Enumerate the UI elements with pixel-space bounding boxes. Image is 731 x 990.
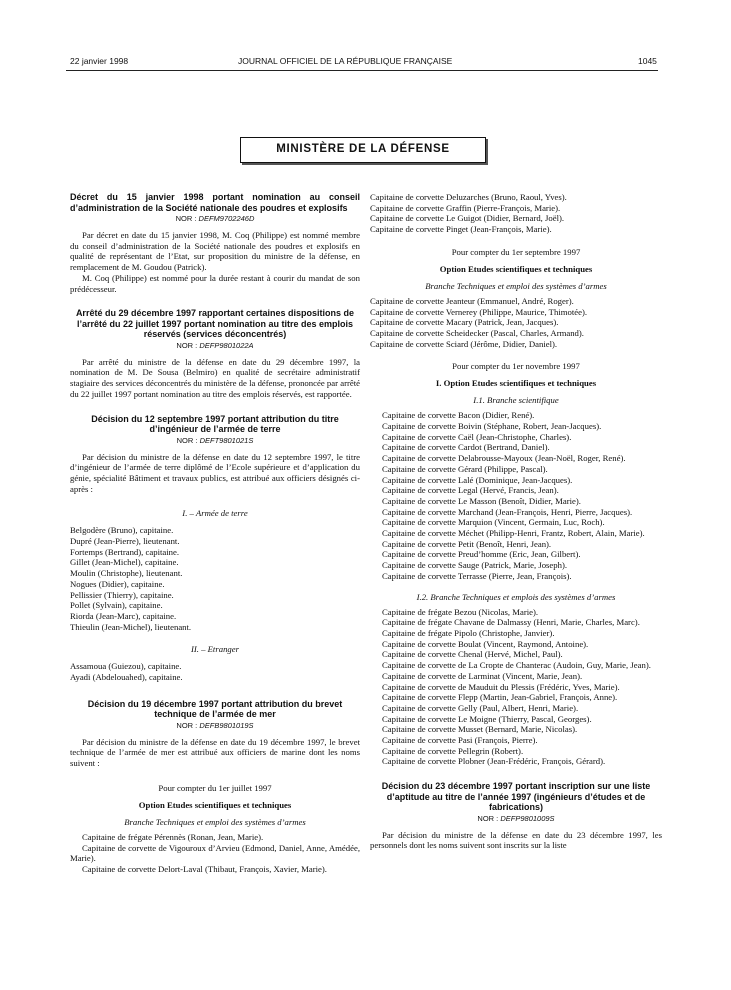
list-item: Capitaine de corvette Sauge (Patrick, Marie, Joseph). — [382, 560, 568, 571]
list-item: Capitaine de corvette Le Moigne (Thierry, Pascal, Georges). — [382, 713, 592, 724]
branch-heading: Branche Techniques et emploi des systèmes d’armes — [124, 816, 306, 827]
list-item: Moulin (Christophe), lieutenant. — [70, 568, 183, 579]
list-item: Capitaine de corvette Cardot (Bertrand, Daniel). — [382, 442, 550, 453]
nor-reference: NOR : DEFB9801019S — [176, 720, 254, 730]
effective-date: Pour compter du 1er novembre 1997 — [452, 361, 580, 372]
list-item: Capitaine de corvette Le Guigot (Didier, Bernard, Joël). — [370, 213, 565, 224]
section-heading: II. – Etranger — [190, 644, 239, 655]
list-item: Fortemps (Bertrand), capitaine. — [70, 546, 180, 557]
list-item: Riorda (Jean-Marc), capitaine. — [70, 610, 177, 621]
decree-paragraph: M. Coq (Philippe) est nommé pour la durée restant à courir du mandat de son prédécesseur. — [70, 272, 360, 294]
option-heading: Option Etudes scientifiques et techniques — [439, 263, 593, 274]
list-item: Capitaine de corvette Deluzarches (Bruno, Raoul, Yves). — [370, 192, 567, 202]
header-journal-title: JOURNAL OFFICIEL DE LA RÉPUBLIQUE FRANÇAISE — [238, 56, 453, 66]
header-date: 22 janvier 1998 — [70, 56, 129, 66]
list-item: Capitaine de corvette Boivin (Stéphane, Robert, Jean-Jacques). — [382, 421, 602, 432]
right-column — [370, 192, 662, 851]
list-item: Capitaine de corvette Scheidecker (Pascal, Charles, Armand). — [370, 327, 584, 338]
list-item: Dupré (Jean-Pierre), lieutenant. — [70, 536, 180, 547]
list-item: Capitaine de corvette Le Masson (Benoît, Didier, Marie). — [382, 495, 581, 506]
list-item: Capitaine de corvette Bacon (Didier, René). — [382, 410, 535, 421]
list-item: Capitaine de corvette Pinget (Jean-François, Marie). — [370, 224, 552, 235]
nor-reference: NOR : DEFP9801009S — [477, 813, 555, 823]
list-item: Capitaine de corvette Jeanteur (Emmanuel, André, Roger). — [370, 295, 574, 306]
list-item: Capitaine de corvette Chenal (Hervé, Michel, Paul). — [382, 649, 563, 660]
list-item: Capitaine de corvette Lalé (Dominique, Jean-Jacques). — [382, 474, 573, 485]
list-item: Capitaine de corvette Terrasse (Pierre, Jean, François). — [382, 570, 572, 581]
list-item: Capitaine de corvette Graffin (Pierre-François, Marie). — [370, 202, 561, 213]
list-item: Capitaine de corvette Petit (Benoît, Henri, Jean). — [382, 538, 552, 549]
decision-title: Décision du 12 septembre 1997 portant attribution du titre d’ingénieur de l’armée de terre — [91, 413, 339, 435]
list-item: Capitaine de corvette Delort-Laval (Thibaut, François, Xavier, Marie). — [82, 864, 327, 874]
decision-title: Décision du 19 décembre 1997 portant attribution du brevet technique de l’armée de mer — [87, 698, 343, 720]
list-item: Capitaine de corvette Méchet (Philipp-Henri, Frantz, Robert, Alain, Marie). — [382, 528, 645, 539]
effective-date: Pour compter du 1er juillet 1997 — [158, 782, 272, 793]
order-paragraph: Par arrêté du ministre de la défense en date du 29 décembre 1997, la nomination de M. De Sousa (Belmiro) en qualité de secrétaire administratif stagiaire des services déconcentrés du ministère de la défense, prononcée par arrêté du 22 juillet 1997 portant nomination au titre des emplois réservés, est rapportée. — [70, 356, 360, 399]
list-item: Capitaine de corvette Musset (Bernard, Marie, Nicolas). — [382, 724, 578, 735]
order-title: Arrêté du 29 décembre 1997 rapportant certaines dispositions de l’arrêté du 22 juillet 1997 portant nomination au titre des emplois réservés (services déconcentrés) — [75, 308, 355, 340]
list-item: Gillet (Jean-Michel), capitaine. — [70, 557, 179, 568]
list-item: Capitaine de corvette Caël (Jean-Christophe, Charles). — [382, 431, 572, 442]
list-item: Capitaine de frégate Bezou (Nicolas, Marie). — [382, 606, 539, 617]
branch-heading: I.1. Branche scientifique — [473, 395, 559, 406]
list-item: Capitaine de corvette Marchand (Jean-François, Henri, Pierre, Jacques). — [382, 506, 633, 517]
list-item: Capitaine de frégate Pipolo (Christophe, Janvier). — [382, 627, 555, 638]
decision-paragraph: Par décision du ministre de la défense en date du 12 septembre 1997, le titre d’ingénieur de l’armée de terre diplômé de l’Ecole supérieure et d’application du génie, spécialité Bâtiment et travaux publics, est attribué aux officiers désignés ci-après : — [70, 451, 360, 494]
list-item: Assamoua (Guiezou), capitaine. — [70, 661, 182, 672]
section-heading: I. – Armée de terre — [182, 508, 248, 519]
list-item: Capitaine de corvette de La Cropte de Chanterac (Audoin, Guy, Marie, Jean). — [382, 660, 651, 671]
officer-list — [70, 525, 360, 632]
list-item: Capitaine de corvette Vernerey (Philippe, Maurice, Thimotée). — [370, 306, 588, 317]
list-item: Belgodère (Bruno), capitaine. — [70, 525, 174, 536]
list-item: Capitaine de corvette Marquion (Vincent, Germain, Luc, Roch). — [382, 517, 605, 528]
list-item: Thieulin (Jean-Michel), lieutenant. — [70, 621, 192, 632]
list-item: Capitaine de corvette de Larminat (Vincent, Marie, Jean). — [382, 670, 583, 681]
left-column — [70, 192, 360, 875]
decree-title: Décret du 15 janvier 1998 portant nomination au conseil d’administration de la Société nationale des poudres et explosifs — [70, 192, 360, 213]
list-item: Capitaine de corvette Preud’homme (Eric, Jean, Gilbert). — [382, 549, 581, 560]
decree-paragraph: Par décret en date du 15 janvier 1998, M. Coq (Philippe) est nommé membre du conseil d’administration de la Société nationale des poudres et explosifs en qualité de représentant de l’Etat, sur proposition du ministre de la défense, en remplacement de M. Goudou (Patrick). — [70, 230, 360, 273]
list-item: Capitaine de corvette Pasi (François, Pierre). — [382, 735, 538, 746]
effective-date: Pour compter du 1er septembre 1997 — [451, 246, 581, 257]
list-item: Ayadi (Abdelouahed), capitaine. — [70, 672, 183, 683]
nor-reference: NOR : DEFM9702246D — [175, 214, 255, 223]
list-item: Capitaine de corvette Flepp (Martin, Jean-Gabriel, François, Anne). — [382, 692, 618, 703]
header-rule — [66, 70, 658, 71]
list-item: Pellissier (Thierry), capitaine. — [70, 589, 174, 600]
decision-paragraph: Par décision du ministre de la défense en date du 19 décembre 1997, le brevet technique de l’armée de mer est attribué aux officiers de marine dont les noms suivent : — [70, 736, 360, 769]
nor-reference: NOR : DEFP9801022A — [176, 340, 254, 350]
header-page-number: 1045 — [638, 56, 657, 66]
list-item: Capitaine de corvette Pellegrin (Robert). — [382, 745, 524, 756]
list-item: Capitaine de frégate Chavane de Dalmassy (Henri, Marie, Charles, Marc). — [382, 617, 640, 628]
list-item: Capitaine de corvette de Vigouroux d’Arvieu (Edmond, Daniel, Anne, Amédée, Marie). — [70, 842, 360, 864]
list-item: Capitaine de corvette Delabrousse-Mayoux (Jean-Noël, Roger, René). — [382, 453, 626, 464]
list-item: Capitaine de corvette Macary (Patrick, Jean, Jacques). — [370, 317, 559, 328]
decision-title: Décision du 23 décembre 1997 portant inscription sur une liste d’aptitude au titre de l’année 1997 (ingénieurs d’études et de fabrications) — [381, 781, 651, 813]
list-item: Capitaine de corvette Gelly (Paul, Albert, Henri, Marie). — [382, 702, 579, 713]
list-item: Capitaine de corvette Boulat (Vincent, Raymond, Antoine). — [382, 638, 589, 649]
list-item: Capitaine de corvette Gérard (Philippe, Pascal). — [382, 463, 548, 474]
list-item: Capitaine de corvette Plobner (Jean-Frédéric, François, Gérard). — [382, 756, 606, 767]
option-heading: I. Option Etudes scientifiques et techniques — [435, 378, 597, 389]
option-heading: Option Etudes scientifiques et techniques — [138, 799, 292, 810]
ministry-heading: MINISTÈRE DE LA DÉFENSE — [240, 137, 486, 163]
list-item: Capitaine de frégate Pérennès (Ronan, Jean, Marie). — [82, 831, 264, 842]
branch-heading: Branche Techniques et emploi des systèmes d’armes — [425, 280, 607, 291]
list-item: Capitaine de corvette Legal (Hervé, Francis, Jean). — [382, 485, 559, 496]
nor-reference: NOR : DEFT9801021S — [176, 435, 254, 445]
list-item: Capitaine de corvette Sciard (Jérôme, Didier, Daniel). — [370, 338, 558, 349]
decision-paragraph: Par décision du ministre de la défense en date du 23 décembre 1997, les personnels dont les noms suivent sont inscrits sur la liste — [370, 829, 662, 851]
list-item: Pollet (Sylvain), capitaine. — [70, 600, 163, 611]
list-item: Nogues (Didier), capitaine. — [70, 578, 165, 589]
list-item: Capitaine de corvette de Mauduit du Plessis (Frédéric, Yves, Marie). — [382, 681, 620, 692]
branch-heading: I.2. Branche Techniques et emplois des systèmes d’armes — [416, 591, 616, 602]
